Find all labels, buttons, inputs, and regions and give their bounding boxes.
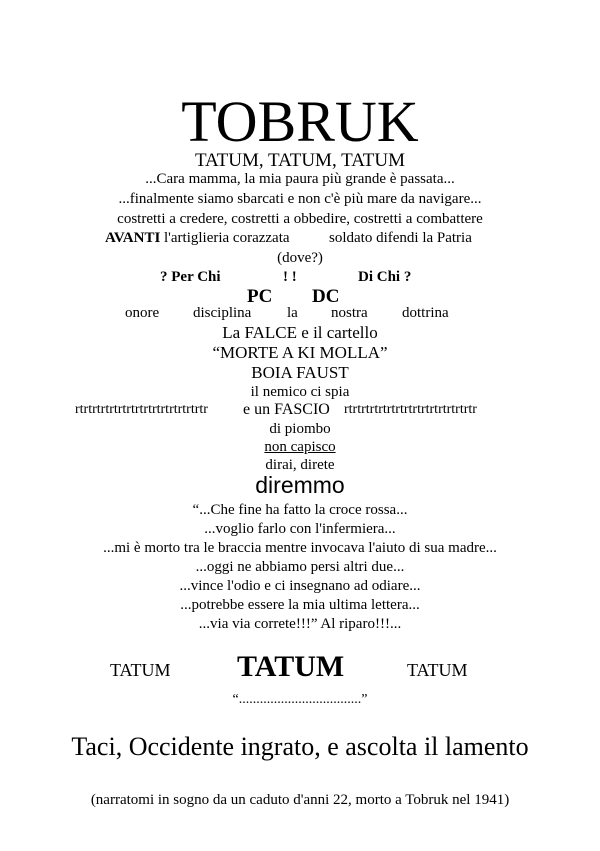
question-left: ? Per Chi [160,269,221,285]
value-la: la [287,305,298,321]
dc-label: DC [312,286,340,307]
footnote: (narratomi in sogno da un caduto d'anni 22, morto a Tobruk nel 1941) [90,792,510,808]
dove-line: (dove?) [277,250,323,266]
stanza1-line-1: ...Cara mamma, la mia paura più grande è passata... [145,171,455,187]
rtrt-right: rtrtrtrtrtrtrtrtrtrtrtrtrtrtrtr [344,403,477,417]
non-capisco-line: non capisco [264,439,336,455]
question-right: Di Chi ? [358,269,412,285]
nemico-line: il nemico ci spia [250,384,350,400]
stanza2-line-4: ...oggi ne abbiamo persi altri due... [195,559,405,575]
diremmo-line: diremmo [255,472,345,498]
pc-label: PC [247,286,273,307]
tatum-right: TATUM [407,660,468,680]
taci-line: Taci, Occidente ingrato, e ascolta il lamento [71,732,529,761]
fascio-line: e un FASCIO [243,401,330,418]
morte-line: “MORTE A KI MOLLA” [212,343,388,362]
falce-line: La FALCE e il cartello [222,323,378,342]
stanza2-line-5: ...vince l'odio e ci insegnano ad odiare... [179,578,421,594]
rtrt-left: rtrtrtrtrtrtrtrtrtrtrtrtrtrtrtr [75,403,208,417]
question-mid: ! ! [283,269,297,285]
avanti-right: soldato difendi la Patria [329,230,472,246]
value-disciplina: disciplina [193,305,252,321]
dots-line: “...................................” [232,692,368,707]
piombo-line: di piombo [269,421,331,437]
value-dottrina: dottrina [402,305,449,321]
stanza2-line-6: ...potrebbe essere la mia ultima lettera... [180,597,420,613]
avanti-word: AVANTI [105,230,161,246]
avanti-rest: l'artiglieria corazzata [164,230,290,246]
stanza2-line-1: “...Che fine ha fatto la croce rossa... [192,502,408,518]
dirai-line: dirai, direte [265,457,335,473]
subtitle: TATUM, TATUM, TATUM [194,150,406,171]
stanza1-line-3: costretti a credere, costretti a obbedire, costretti a combattere [117,211,483,227]
stanza1-line-2: ...finalmente siamo sbarcati e non c'è più mare da navigare... [118,191,482,207]
value-nostra: nostra [331,305,368,321]
stanza2-line-7: ...via via correte!!!” Al riparo!!!... [198,616,402,632]
tatum-left: TATUM [110,660,171,680]
boia-line: BOIA FAUST [251,363,349,382]
stanza2-line-2: ...voglio farlo con l'infermiera... [204,521,396,537]
tatum-center: TATUM [237,650,345,683]
stanza2-line-3: ...mi è morto tra le braccia mentre invocava l'aiuto di sua madre... [103,540,497,556]
value-onore: onore [125,305,160,321]
page-title: TOBRUK [181,89,419,154]
